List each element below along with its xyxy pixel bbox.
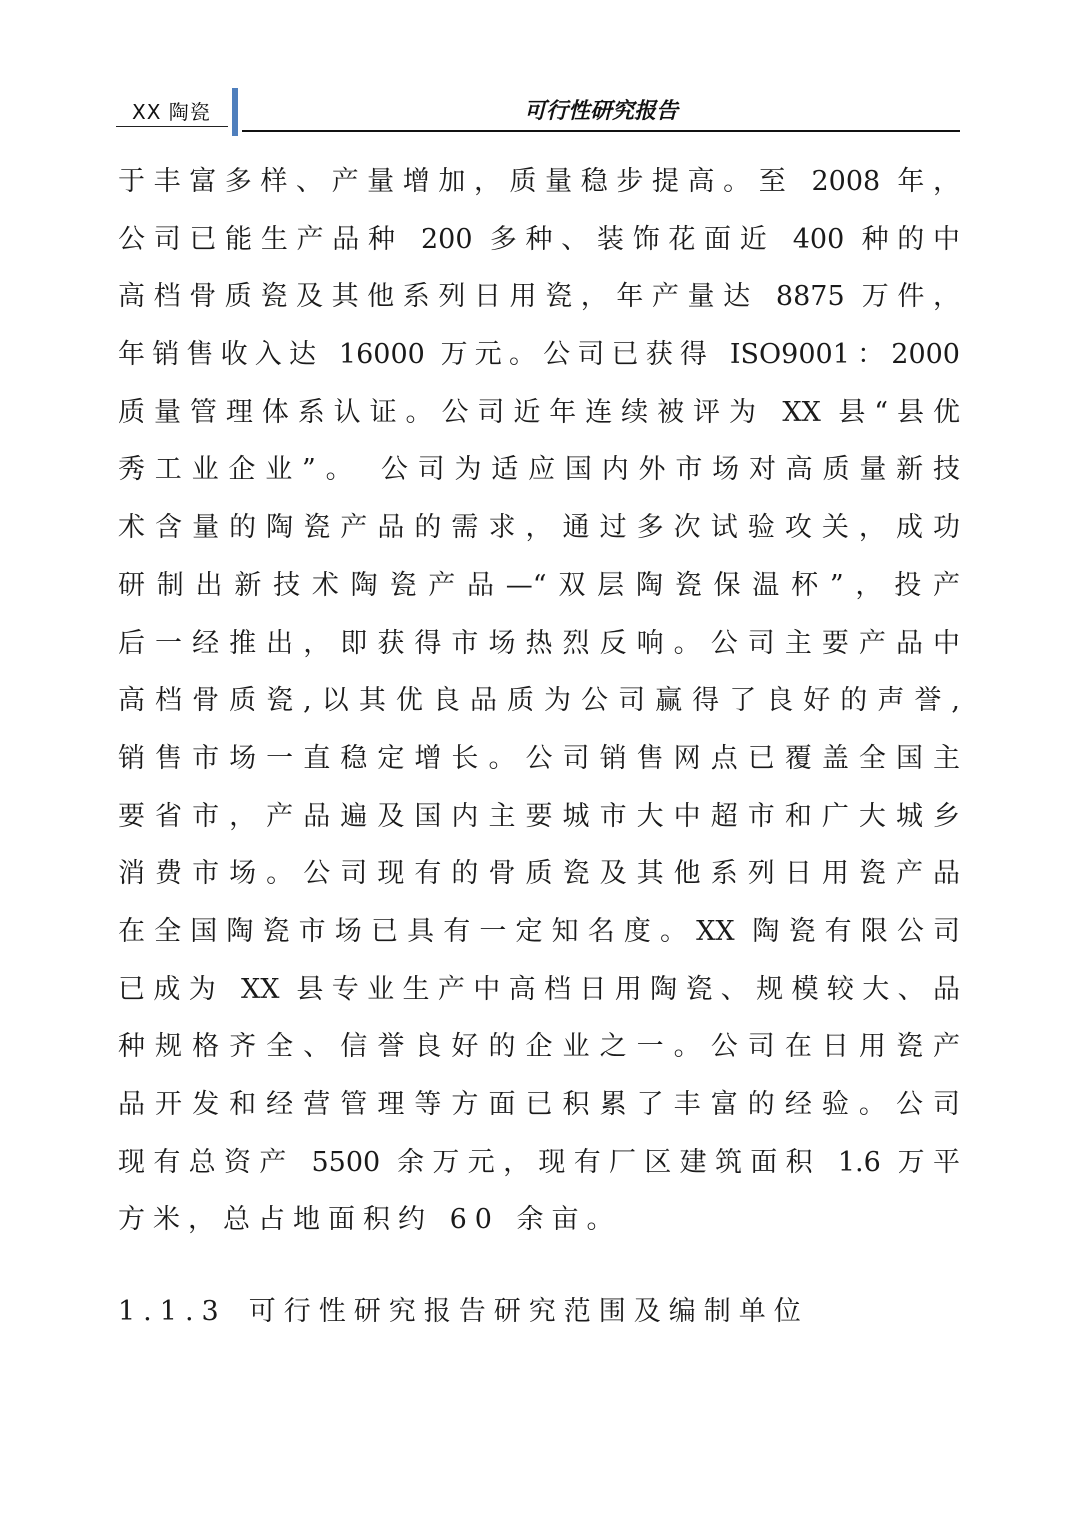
paragraph-line: 现有总资产 5500 余万元，现有厂区建筑面积 1.6 万平 bbox=[118, 1146, 960, 1178]
section-number: 1.1.3 bbox=[118, 1296, 227, 1327]
paragraph-line: 年销售收入达 16000 万元。公司已获得 ISO9001：2000 bbox=[118, 339, 960, 371]
body-paragraph bbox=[118, 153, 960, 1249]
header-company-name: XX 陶瓷 bbox=[132, 100, 211, 124]
page-header bbox=[116, 86, 960, 136]
header-right-block bbox=[242, 86, 960, 132]
paragraph-line: 消费市场。公司现有的骨质瓷及其他系列日用瓷产品 bbox=[118, 858, 960, 890]
paragraph-line: 公司已能生产品种 200 多种、装饰花面近 400 种的中 bbox=[118, 223, 960, 255]
paragraph-line: 品开发和经营管理等方面已积累了丰富的经验。公司 bbox=[118, 1089, 960, 1120]
paragraph-line: 种规格齐全、信誉良好的企业之一。公司在日用瓷产 bbox=[118, 1031, 960, 1063]
paragraph-line: 后一经推出，即获得市场热烈反响。公司主要产品中 bbox=[118, 627, 960, 659]
paragraph-line: 质量管理体系认证。公司近年连续被评为 XX 县“县优 bbox=[118, 396, 960, 428]
paragraph-line: 高档骨质瓷,以其优良品质为公司赢得了良好的声誉, bbox=[118, 685, 960, 717]
paragraph-line: 在全国陶瓷市场已具有一定知名度。XX 陶瓷有限公司 bbox=[118, 915, 960, 947]
paragraph-line: 研制出新技术陶瓷产品—“双层陶瓷保温杯”，投产 bbox=[118, 569, 960, 601]
paragraph-line: 秀工业企业”。 公司为适应国内外市场对高质量新技 bbox=[118, 454, 960, 486]
header-divider-bar bbox=[232, 88, 238, 136]
section-title: 可行性研究报告研究范围及编制单位 bbox=[248, 1296, 809, 1327]
header-left-block bbox=[116, 86, 228, 127]
section-heading bbox=[118, 1283, 809, 1341]
paragraph-line: 高档骨质瓷及其他系列日用瓷，年产量达 8875 万件， bbox=[118, 281, 960, 313]
paragraph-line: 已成为 XX 县专业生产中高档日用陶瓷、规模较大、品 bbox=[118, 973, 960, 1005]
paragraph-line: 要省市，产品遍及国内主要城市大中超市和广大城乡 bbox=[118, 800, 960, 832]
header-document-title: 可行性研究报告 bbox=[523, 99, 678, 124]
paragraph-line: 方米，总占地面积约 60 余亩。 bbox=[118, 1204, 622, 1236]
paragraph-line: 术含量的陶瓷产品的需求，通过多次试验攻关，成功 bbox=[118, 512, 960, 544]
paragraph-line: 于丰富多样、产量增加，质量稳步提高。至 2008 年， bbox=[118, 166, 960, 197]
paragraph-line: 销售市场一直稳定增长。公司销售网点已覆盖全国主 bbox=[118, 742, 960, 774]
